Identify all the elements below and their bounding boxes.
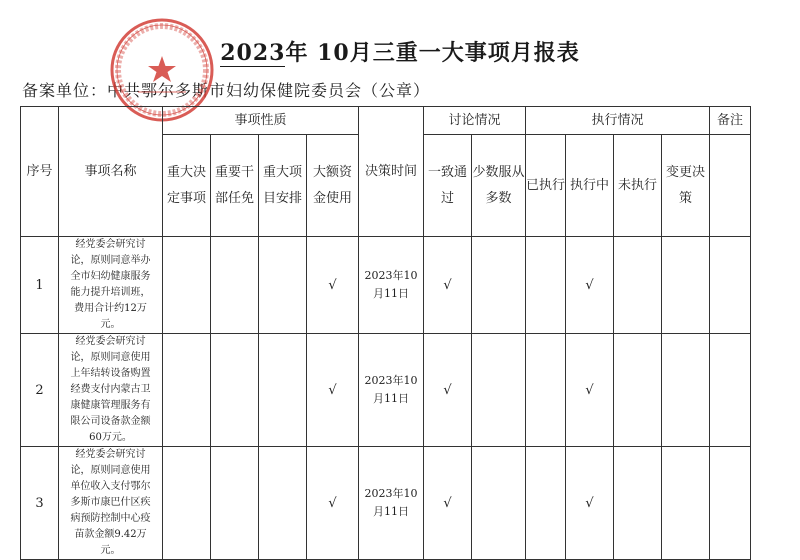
header-unanimous: 一致通过 [424,135,472,237]
report-table [20,106,751,560]
filing-unit [22,78,430,101]
row-seq: 2 [21,334,59,447]
row-item-name: 经党委会研究讨论，原则同意使用单位收入支付鄂尔多斯市康巴什区疾病预防控制中心疫苗款金额9.42万元。 [59,447,163,560]
header-major-decision: 重大决定事项 [163,135,211,237]
row-seq: 3 [21,447,59,560]
header-changed-decision: 变更决策 [662,135,710,237]
table-row [21,237,751,334]
header-not-executed: 未执行 [614,135,662,237]
header-time: 决策时间 [359,107,424,237]
row-decision-time: 2023年10 月11日 [359,334,424,447]
row-decision-time: 2023年10 月11日 [359,237,424,334]
check-mark-icon: √ [566,237,614,334]
row-item-name: 经党委会研究讨论，原则同意使用上年结转设备购置经费支付内蒙古卫康健康管理服务有限公司设备款金额60万元。 [59,334,163,447]
header-remark-blank [710,135,751,237]
header-nature: 事项性质 [163,107,359,135]
header-name: 事项名称 [59,107,163,237]
check-mark-icon: √ [566,447,614,560]
row-item-name: 经党委会研究讨论，原则同意举办全市妇幼健康服务能力提升培训班，费用合计约12万元。 [59,237,163,334]
title-year: 2023 [220,40,286,66]
row-seq: 1 [21,237,59,334]
check-mark-icon: √ [424,334,472,447]
check-mark-icon: √ [307,334,359,447]
header-majority: 少数服从多数 [472,135,526,237]
check-mark-icon: √ [424,447,472,560]
header-large-funds: 大额资金使用 [307,135,359,237]
row-decision-time: 2023年10 月11日 [359,447,424,560]
header-seq: 序号 [21,107,59,237]
filing-unit-name: 中共鄂尔多斯市妇幼保健院委员会（公章） [107,81,431,100]
header-discussion: 讨论情况 [424,107,526,135]
header-cadre-appointment: 重要干部任免 [211,135,259,237]
header-executed: 已执行 [526,135,566,237]
table-row [21,334,751,447]
table-row [21,447,751,560]
check-mark-icon: √ [307,447,359,560]
check-mark-icon: √ [424,237,472,334]
header-major-project: 重大项目安排 [259,135,307,237]
filing-unit-label: 备案单位： [22,81,108,100]
header-remark: 备注 [710,107,751,135]
header-execution: 执行情况 [526,107,710,135]
header-executing: 执行中 [566,135,614,237]
check-mark-icon: √ [307,237,359,334]
check-mark-icon: √ [566,334,614,447]
title-rest: 年 10月三重一大事项月报表 [285,40,580,66]
